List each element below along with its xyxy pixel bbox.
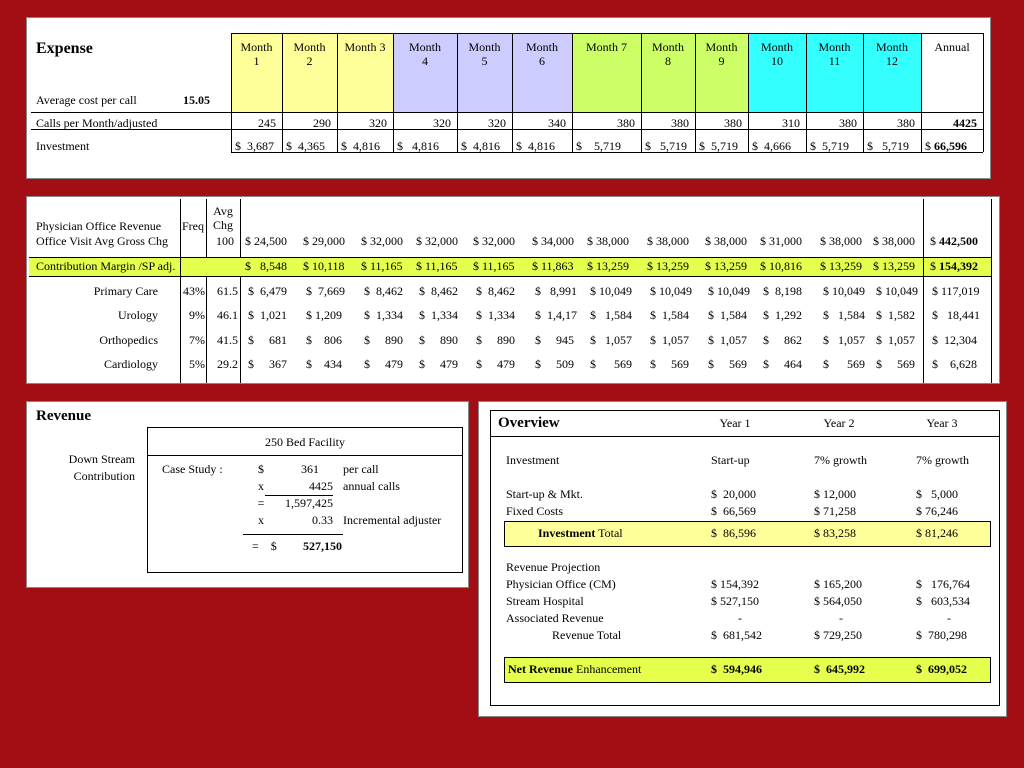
revenue-value: $ 38,000 (647, 234, 689, 248)
specialty-freq: 7% (189, 333, 205, 347)
specialty-value: $ 8,462 (419, 284, 458, 298)
month-header: Annual (934, 40, 970, 54)
cm-total-value: 154,392 (939, 259, 978, 273)
ov-startup-3: $ 5,000 (916, 487, 958, 501)
cm-value: $ 13,259 (647, 259, 689, 273)
annual-investment-value: 66,596 (934, 139, 967, 153)
ov-rev-total-label: Revenue Total (552, 628, 622, 642)
month-header: Month 10 (760, 40, 793, 68)
month-header: Month 3 (344, 40, 386, 54)
calls-value: 245 (258, 116, 276, 130)
ov-phys-2: $ 165,200 (814, 577, 862, 591)
investment-label: Investment (36, 139, 90, 153)
ov-fixed-label: Fixed Costs (506, 504, 564, 518)
specialty-freq: 43% (183, 284, 205, 298)
specialty-value: $ 569 (590, 357, 632, 371)
calc-rule (265, 495, 333, 496)
calls-value: 380 (671, 116, 689, 130)
ov-net-2: $ 645,992 (814, 662, 865, 676)
year-1-header: Year 1 (719, 416, 751, 430)
calls-value: 320 (488, 116, 506, 130)
down-stream-line2: Contribution (73, 469, 135, 483)
investment-value: $ 5,719 (867, 139, 909, 153)
ov-assoc-label: Associated Revenue (506, 611, 604, 625)
investment-value: $ 3,687 (235, 139, 274, 153)
specialty-value: $ 8,991 (535, 284, 577, 298)
row-divider (29, 276, 991, 277)
specialty-value: $ 1,584 (708, 308, 747, 322)
ov-rev-total-2: $ 729,250 (814, 628, 862, 642)
avg-chg-header: Avg Chg (212, 204, 233, 232)
specialty-name: Cardiology (104, 357, 158, 371)
specialty-value: $ 367 (248, 357, 287, 371)
specialty-value: $ 479 (364, 357, 403, 371)
cm-value: $ 11,165 (361, 259, 403, 273)
calls-value: 380 (617, 116, 635, 130)
specialty-chg: 61.5 (217, 284, 238, 298)
calc-operator: = (257, 496, 265, 510)
col-divider (923, 199, 924, 383)
specialty-value: $ 1,209 (306, 308, 342, 322)
revenue-value: $ 29,000 (303, 234, 345, 248)
case-study-label: Case Study : (162, 462, 223, 476)
physician-header-line2: Office Visit Avg Gross Chg (36, 234, 168, 248)
ov-startup-label: Start-up & Mkt. (506, 487, 583, 501)
investment-value: $ 4,365 (286, 139, 325, 153)
expense-rule (231, 33, 983, 34)
ov-stream-label: Stream Hospital (506, 594, 584, 608)
specialty-value: $ 7,669 (306, 284, 345, 298)
specialty-value: $ 1,057 (650, 333, 689, 347)
ov-startup-1: $ 20,000 (711, 487, 756, 501)
cm-value: $ 11,165 (473, 259, 515, 273)
ov-inv-total-bold: Investment (538, 526, 596, 540)
ov-net-1: $ 594,946 (711, 662, 762, 676)
revenue-panel (26, 401, 469, 588)
investment-value: $ 4,816 (461, 139, 500, 153)
specialty-value: $ 890 (476, 333, 515, 347)
calc-description: per call (343, 462, 379, 476)
specialty-value: $ 1,292 (763, 308, 802, 322)
ov-stream-1: $ 527,150 (711, 594, 759, 608)
ov-phys-label: Physician Office (CM) (506, 577, 616, 591)
physician-revenue-panel (26, 196, 1000, 384)
month-header: Month 9 (705, 40, 738, 68)
investment-value: $ 66,596 (925, 139, 967, 153)
ov-investment-col1: Start-up (711, 453, 750, 467)
ov-net-word: Enhancement (572, 662, 642, 676)
specialty-value: $ 1,057 (823, 333, 865, 347)
month-header: Month 7 (585, 40, 627, 54)
calls-value: 320 (369, 116, 387, 130)
ov-inv-total-word: Total (595, 526, 623, 540)
specialty-value: $ 1,584 (650, 308, 689, 322)
specialty-value: $ 10,049 (876, 284, 918, 298)
specialty-value: $ 1,584 (823, 308, 865, 322)
specialty-total: $ 117,019 (932, 284, 980, 298)
ov-investment-label: Investment (506, 453, 560, 467)
revenue-value: $ 32,000 (416, 234, 458, 248)
month-header: Month 5 (468, 40, 501, 68)
ov-phys-1: $ 154,392 (711, 577, 759, 591)
investment-value: $ 4,816 (516, 139, 555, 153)
specialty-value: $ 6,479 (248, 284, 287, 298)
specialty-chg: 46.1 (217, 308, 238, 322)
revenue-value: $ 38,000 (705, 234, 747, 248)
revenue-total: $ 442,500 (930, 234, 978, 248)
revenue-value: $ 38,000 (587, 234, 629, 248)
specialty-total: $ 6,628 (932, 357, 977, 371)
facility-rule (147, 455, 463, 456)
specialty-name: Primary Care (93, 284, 158, 298)
specialty-name: Orthopedics (99, 333, 158, 347)
ov-inv-total-3: $ 81,246 (916, 526, 958, 540)
specialty-value: $ 945 (535, 333, 574, 347)
month-header: Month 2 (293, 40, 326, 68)
calc-value: 0.33 (312, 513, 333, 527)
result-value: 527,150 (303, 539, 342, 553)
cm-label: Contribution Margin /SP adj. (36, 259, 176, 273)
calc-description: annual calls (343, 479, 400, 493)
cm-value: $ 13,259 (705, 259, 747, 273)
result-operator: = $ (252, 539, 277, 553)
ov-rev-total-1: $ 681,542 (711, 628, 762, 642)
ov-rev-proj-label: Revenue Projection (506, 560, 601, 574)
expense-rule (31, 112, 983, 113)
investment-value: $ 5,719 (576, 139, 621, 153)
ov-assoc-3: - (947, 611, 951, 625)
cm-value: $ 13,259 (873, 259, 915, 273)
calls-value: 380 (897, 116, 915, 130)
specialty-value: $ 806 (306, 333, 342, 347)
specialty-total: $ 12,304 (932, 333, 977, 347)
col-divider (240, 199, 241, 257)
cm-value: $ 11,863 (532, 259, 574, 273)
cm-value: $ 10,118 (303, 259, 345, 273)
cm-value: $ 8,548 (245, 259, 287, 273)
specialty-value: $ 1,584 (590, 308, 632, 322)
specialty-freq: 5% (189, 357, 205, 371)
ov-startup-2: $ 12,000 (814, 487, 856, 501)
overview-header-rule (490, 436, 1000, 437)
ov-inv-total-2: $ 83,258 (814, 526, 856, 540)
freq-header: Freq (182, 219, 204, 233)
investment-value: $ 4,816 (397, 139, 439, 153)
revenue-value: $ 38,000 (820, 234, 862, 248)
row-divider (29, 257, 991, 258)
investment-value: $ 5,719 (699, 139, 738, 153)
ov-fixed-2: $ 71,258 (814, 504, 856, 518)
specialty-value: $ 8,198 (763, 284, 802, 298)
specialty-value: $ 1,334 (364, 308, 403, 322)
cm-total: $ 154,392 (930, 259, 978, 273)
month-header: Month 1 (240, 40, 273, 68)
specialty-value: $ 569 (876, 357, 915, 371)
specialty-value: $ 10,049 (590, 284, 632, 298)
expense-panel (26, 17, 991, 179)
specialty-value: $ 509 (535, 357, 574, 371)
specialty-value: $ 10,049 (823, 284, 865, 298)
expense-title: Expense (36, 40, 93, 57)
physician-header-line1: Physician Office Revenue (36, 219, 162, 233)
ov-net-label (508, 662, 641, 676)
calc-operator: x (258, 479, 264, 493)
calc-operator: $ (258, 462, 264, 476)
year-3-header: Year 3 (926, 416, 958, 430)
specialty-chg: 41.5 (217, 333, 238, 347)
cm-value: $ 11,165 (416, 259, 458, 273)
specialty-value: $ 1,057 (590, 333, 632, 347)
cm-value: $ 13,259 (820, 259, 862, 273)
revenue-value: $ 32,000 (361, 234, 403, 248)
specialty-value: $ 569 (650, 357, 689, 371)
year-2-header: Year 2 (823, 416, 855, 430)
col-divider (206, 199, 207, 257)
specialty-value: $ 890 (419, 333, 458, 347)
investment-value: $ 4,816 (341, 139, 380, 153)
ov-investment-col2: 7% growth (814, 453, 867, 467)
facility-label: 250 Bed Facility (265, 435, 345, 449)
specialty-chg: 29.2 (217, 357, 238, 371)
calls-value: 380 (839, 116, 857, 130)
col-divider (991, 199, 992, 383)
revenue-value: $ 32,000 (473, 234, 515, 248)
revenue-title: Revenue (36, 408, 91, 424)
avg-cost-value: 15.05 (183, 93, 210, 107)
specialty-value: $ 1,334 (419, 308, 458, 322)
specialty-value: $ 1,057 (876, 333, 915, 347)
calc-operator: x (258, 513, 264, 527)
specialty-value: $ 10,049 (650, 284, 692, 298)
overview-title: Overview (498, 415, 560, 431)
specialty-value: $ 8,462 (476, 284, 515, 298)
specialty-value: $ 464 (763, 357, 802, 371)
avg-chg-value: 100 (216, 234, 234, 248)
specialty-value: $ 1,021 (248, 308, 287, 322)
ov-net-3: $ 699,052 (916, 662, 967, 676)
calc-value: 4425 (309, 479, 333, 493)
month-header: Month 12 (875, 40, 908, 68)
specialty-value: $ 1,4,17 (535, 308, 577, 322)
revenue-value: $ 34,000 (532, 234, 574, 248)
specialty-value: $ 569 (823, 357, 865, 371)
specialty-value: $ 890 (364, 333, 403, 347)
investment-value: $ 5,719 (645, 139, 687, 153)
ov-inv-total-1: $ 86,596 (711, 526, 756, 540)
calls-value: 340 (548, 116, 566, 130)
ov-stream-2: $ 564,050 (814, 594, 862, 608)
down-stream-line1: Down Stream (68, 452, 135, 466)
specialty-value: $ 569 (708, 357, 747, 371)
ov-rev-total-3: $ 780,298 (916, 628, 967, 642)
revenue-value: $ 38,000 (873, 234, 915, 248)
cm-value: $ 10,816 (760, 259, 802, 273)
month-header: Month 4 (408, 40, 441, 68)
specialty-freq: 9% (189, 308, 205, 322)
investment-value: $ 5,719 (810, 139, 849, 153)
specialty-value: $ 479 (419, 357, 458, 371)
ov-assoc-2: - (839, 611, 843, 625)
col-divider (206, 276, 207, 383)
specialty-value: $ 479 (476, 357, 515, 371)
ov-investment-col3: 7% growth (916, 453, 969, 467)
ov-stream-3: $ 603,534 (916, 594, 970, 608)
specialty-value: $ 862 (763, 333, 802, 347)
ov-fixed-3: $ 76,246 (916, 504, 958, 518)
calc-rule (243, 534, 343, 535)
investment-value: $ 4,666 (752, 139, 791, 153)
month-header: Month 8 (651, 40, 684, 68)
avg-cost-label: Average cost per call (36, 93, 137, 107)
ov-assoc-1: - (738, 611, 742, 625)
revenue-value: $ 24,500 (245, 234, 287, 248)
month-header: Month 11 (818, 40, 851, 68)
specialty-value: $ 434 (306, 357, 342, 371)
revenue-total-value: 442,500 (939, 234, 978, 248)
calc-description: Incremental adjuster (343, 513, 442, 527)
specialty-total: $ 18,441 (932, 308, 980, 322)
specialty-name: Urology (118, 308, 158, 322)
calls-value: 320 (433, 116, 451, 130)
overview-panel (478, 401, 1007, 717)
month-header: Month 6 (525, 40, 558, 68)
ov-phys-3: $ 176,764 (916, 577, 970, 591)
calls-value: 310 (782, 116, 800, 130)
ov-fixed-1: $ 66,569 (711, 504, 756, 518)
col-divider (983, 33, 984, 152)
specialty-value: $ 1,334 (476, 308, 515, 322)
calc-value: 361 (301, 462, 319, 476)
cm-value: $ 13,259 (587, 259, 629, 273)
specialty-value: $ 1,057 (708, 333, 747, 347)
revenue-value: $ 31,000 (760, 234, 802, 248)
col-divider (240, 276, 241, 383)
calls-value: 290 (313, 116, 331, 130)
calls-value: 380 (724, 116, 742, 130)
ov-inv-total-label (538, 526, 623, 540)
specialty-value: $ 681 (248, 333, 287, 347)
calc-value: 1,597,425 (285, 496, 333, 510)
specialty-value: $ 8,462 (364, 284, 403, 298)
specialty-value: $ 1,582 (876, 308, 915, 322)
calls-label: Calls per Month/adjusted (36, 116, 158, 130)
ov-net-bold: Net Revenue (508, 662, 573, 676)
specialty-value: $ 10,049 (708, 284, 750, 298)
calls-value: 4425 (953, 116, 977, 130)
